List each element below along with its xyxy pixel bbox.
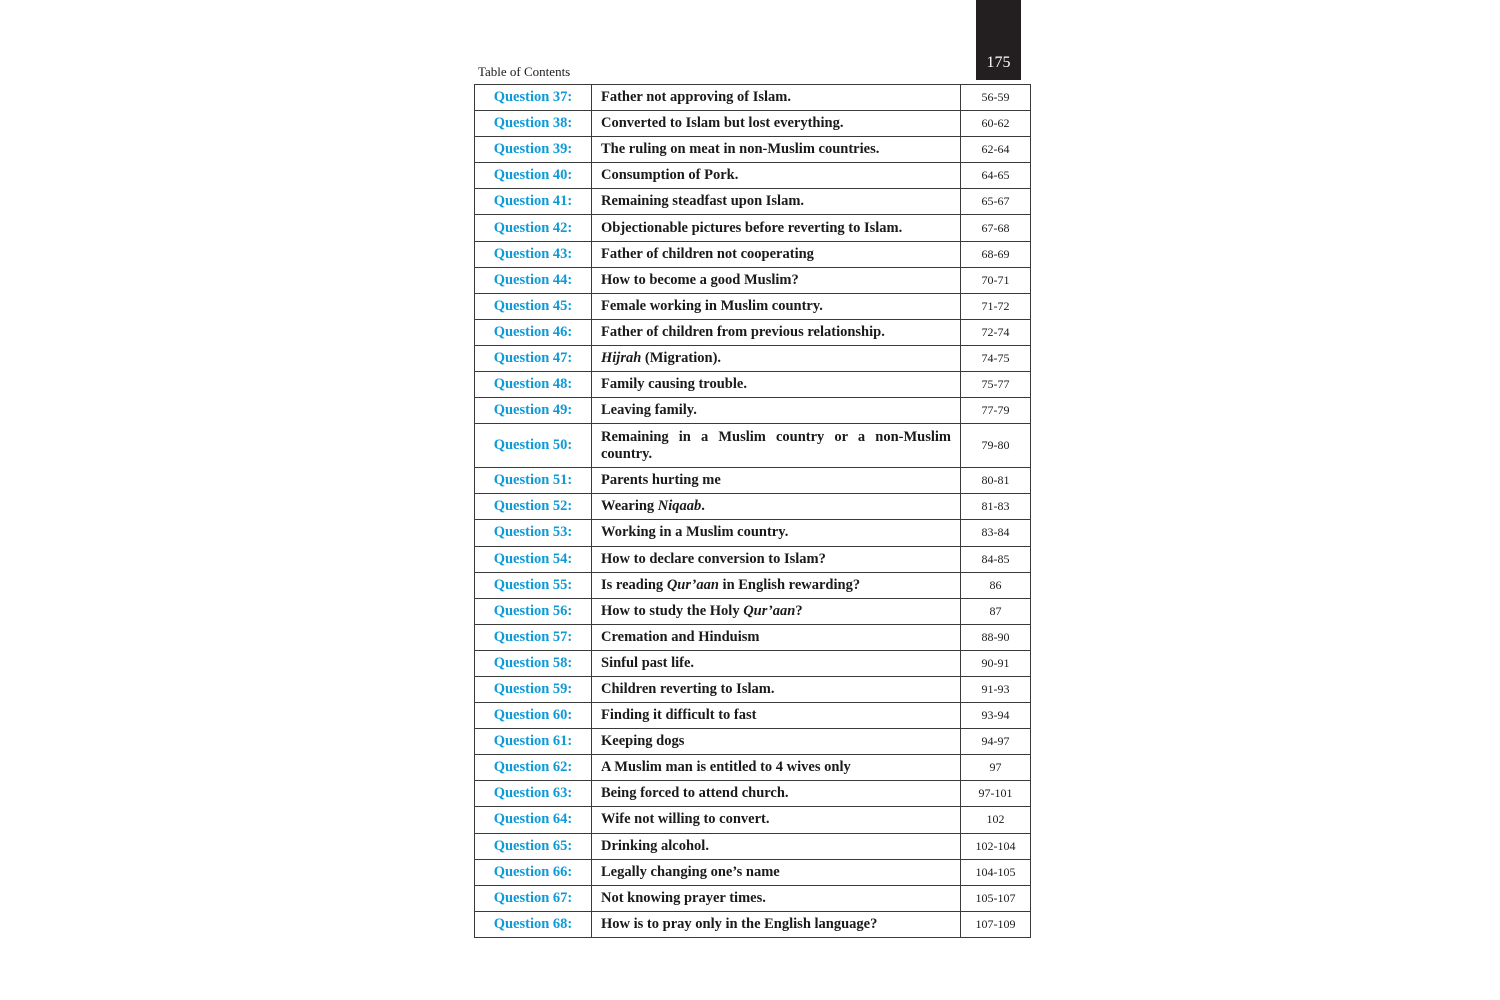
title-segment: Father of children not cooperating (601, 245, 814, 262)
page-range: 72-74 (961, 319, 1031, 345)
question-title (592, 833, 961, 859)
question-title (592, 781, 961, 807)
page-number-tab (976, 0, 1021, 80)
question-number: Question 60: (475, 703, 592, 729)
table-row (475, 755, 1031, 781)
question-number: Question 43: (475, 241, 592, 267)
table-row (475, 137, 1031, 163)
table-row (475, 833, 1031, 859)
table-row (475, 241, 1031, 267)
title-segment: Finding it difficult to fast (601, 707, 757, 724)
question-number: Question 45: (475, 293, 592, 319)
table-row (475, 911, 1031, 937)
title-segment: A Muslim man is entitled to 4 wives only (601, 759, 851, 776)
question-title (592, 494, 961, 520)
page-number: 175 (986, 54, 1011, 71)
title-segment: Leaving family. (601, 402, 697, 419)
question-number: Question 59: (475, 676, 592, 702)
question-number: Question 46: (475, 319, 592, 345)
title-segment: How is to pray only in the English language? (601, 915, 878, 932)
table-row (475, 650, 1031, 676)
table-row (475, 267, 1031, 293)
table-row (475, 293, 1031, 319)
question-number: Question 57: (475, 624, 592, 650)
title-segment-italic: Hijrah (601, 349, 642, 366)
page-range: 68-69 (961, 241, 1031, 267)
question-number: Question 54: (475, 546, 592, 572)
table-row (475, 572, 1031, 598)
page-range: 87 (961, 598, 1031, 624)
page-range: 102 (961, 807, 1031, 833)
title-segment: Sinful past life. (601, 654, 695, 671)
table-row (475, 624, 1031, 650)
title-segment-italic: Qur’aan (666, 576, 719, 593)
page-range: 97 (961, 755, 1031, 781)
question-title (592, 546, 961, 572)
question-title (592, 703, 961, 729)
question-title (592, 598, 961, 624)
question-title (592, 807, 961, 833)
table-row (475, 729, 1031, 755)
title-segment: (Migration). (641, 349, 722, 366)
page-range: 102-104 (961, 833, 1031, 859)
page-range: 56-59 (961, 85, 1031, 111)
title-segment: Drinking alcohol. (601, 837, 709, 854)
page-range: 79-80 (961, 424, 1031, 468)
question-title (592, 468, 961, 494)
title-segment: Objectionable pictures before reverting to Islam. (601, 219, 903, 236)
title-segment: Children reverting to Islam. (601, 681, 775, 698)
page-range: 107-109 (961, 911, 1031, 937)
question-number: Question 42: (475, 215, 592, 241)
title-segment-italic: Qur’aan (743, 602, 796, 619)
title-segment: . (701, 498, 705, 515)
question-title (592, 572, 961, 598)
table-row (475, 703, 1031, 729)
title-segment: Wearing (601, 498, 658, 515)
page-range: 94-97 (961, 729, 1031, 755)
table-row (475, 598, 1031, 624)
page-range: 75-77 (961, 372, 1031, 398)
title-segment: How to declare conversion to Islam? (601, 550, 826, 567)
question-title (592, 755, 961, 781)
question-title (592, 676, 961, 702)
question-title (592, 885, 961, 911)
page-range: 71-72 (961, 293, 1031, 319)
question-title (592, 189, 961, 215)
toc-body (475, 85, 1031, 938)
page-range: 77-79 (961, 398, 1031, 424)
question-number: Question 41: (475, 189, 592, 215)
question-title (592, 424, 961, 468)
question-title (592, 729, 961, 755)
question-title (592, 293, 961, 319)
question-title (592, 398, 961, 424)
question-number: Question 53: (475, 520, 592, 546)
question-number: Question 40: (475, 163, 592, 189)
question-title (592, 520, 961, 546)
table-row (475, 494, 1031, 520)
page-range: 83-84 (961, 520, 1031, 546)
question-title (592, 111, 961, 137)
page-range: 88-90 (961, 624, 1031, 650)
page-range: 104-105 (961, 859, 1031, 885)
question-number: Question 44: (475, 267, 592, 293)
question-number: Question 67: (475, 885, 592, 911)
table-row (475, 520, 1031, 546)
question-title (592, 650, 961, 676)
question-title (592, 85, 961, 111)
title-segment: The ruling on meat in non-Muslim countries. (601, 141, 880, 158)
page-range: 65-67 (961, 189, 1031, 215)
page-range: 67-68 (961, 215, 1031, 241)
question-number: Question 49: (475, 398, 592, 424)
question-title (592, 859, 961, 885)
table-row (475, 781, 1031, 807)
question-title (592, 163, 961, 189)
title-segment: Is reading (601, 576, 667, 593)
running-header: Table of Contents (478, 64, 571, 79)
question-number: Question 38: (475, 111, 592, 137)
table-row (475, 885, 1031, 911)
title-segment: How to study the Holy (601, 602, 744, 619)
page-range: 93-94 (961, 703, 1031, 729)
question-number: Question 50: (475, 424, 592, 468)
question-number: Question 52: (475, 494, 592, 520)
title-segment: Legally changing one’s name (601, 863, 780, 880)
question-title (592, 137, 961, 163)
question-title (592, 624, 961, 650)
question-number: Question 56: (475, 598, 592, 624)
question-number: Question 61: (475, 729, 592, 755)
title-segment: Remaining in a Muslim country or a non-Muslim country. (601, 428, 951, 462)
table-row (475, 163, 1031, 189)
table-row (475, 468, 1031, 494)
question-title (592, 372, 961, 398)
page-range: 74-75 (961, 345, 1031, 371)
question-title (592, 911, 961, 937)
title-segment: Converted to Islam but lost everything. (601, 115, 844, 132)
page-range: 70-71 (961, 267, 1031, 293)
question-number: Question 66: (475, 859, 592, 885)
title-segment: Being forced to attend church. (601, 785, 789, 802)
question-number: Question 47: (475, 345, 592, 371)
table-row (475, 372, 1031, 398)
title-segment: Family causing trouble. (601, 376, 747, 393)
table-row (475, 424, 1031, 468)
question-title (592, 215, 961, 241)
title-segment: Remaining steadfast upon Islam. (601, 193, 805, 210)
title-segment: Not knowing prayer times. (601, 889, 766, 906)
title-segment: Consumption of Pork. (601, 167, 739, 184)
page-range: 60-62 (961, 111, 1031, 137)
table-row (475, 398, 1031, 424)
question-number: Question 65: (475, 833, 592, 859)
page-range: 84-85 (961, 546, 1031, 572)
page-range: 81-83 (961, 494, 1031, 520)
table-row (475, 807, 1031, 833)
table-row (475, 111, 1031, 137)
question-title (592, 345, 961, 371)
question-number: Question 62: (475, 755, 592, 781)
question-number: Question 51: (475, 468, 592, 494)
page-range: 91-93 (961, 676, 1031, 702)
page-range: 64-65 (961, 163, 1031, 189)
question-number: Question 48: (475, 372, 592, 398)
page-range: 105-107 (961, 885, 1031, 911)
question-number: Question 39: (475, 137, 592, 163)
table-row (475, 189, 1031, 215)
title-segment: in English rewarding? (718, 576, 861, 593)
question-number: Question 63: (475, 781, 592, 807)
page-range: 80-81 (961, 468, 1031, 494)
title-segment: Wife not willing to convert. (601, 811, 770, 828)
page-range: 62-64 (961, 137, 1031, 163)
question-number: Question 37: (475, 85, 592, 111)
table-row (475, 859, 1031, 885)
table-row (475, 215, 1031, 241)
title-segment: Father of children from previous relationship. (601, 323, 885, 340)
title-segment: Working in a Muslim country. (601, 524, 789, 541)
question-title (592, 319, 961, 345)
title-segment-italic: Niqaab (657, 498, 702, 515)
question-number: Question 64: (475, 807, 592, 833)
page-range: 97-101 (961, 781, 1031, 807)
question-title (592, 267, 961, 293)
question-number: Question 55: (475, 572, 592, 598)
table-row (475, 676, 1031, 702)
page-range: 90-91 (961, 650, 1031, 676)
title-segment: ? (795, 602, 803, 619)
table-row (475, 319, 1031, 345)
table-of-contents (474, 84, 1031, 938)
title-segment: Keeping dogs (601, 733, 685, 750)
title-segment: Parents hurting me (601, 472, 721, 489)
title-segment: Female working in Muslim country. (601, 297, 823, 314)
title-segment: Father not approving of Islam. (601, 89, 791, 106)
title-segment: How to become a good Muslim? (601, 271, 799, 288)
table-row (475, 546, 1031, 572)
page-range: 86 (961, 572, 1031, 598)
table-row (475, 345, 1031, 371)
question-number: Question 58: (475, 650, 592, 676)
table-row (475, 85, 1031, 111)
title-segment: Cremation and Hinduism (601, 628, 760, 645)
question-title (592, 241, 961, 267)
question-number: Question 68: (475, 911, 592, 937)
